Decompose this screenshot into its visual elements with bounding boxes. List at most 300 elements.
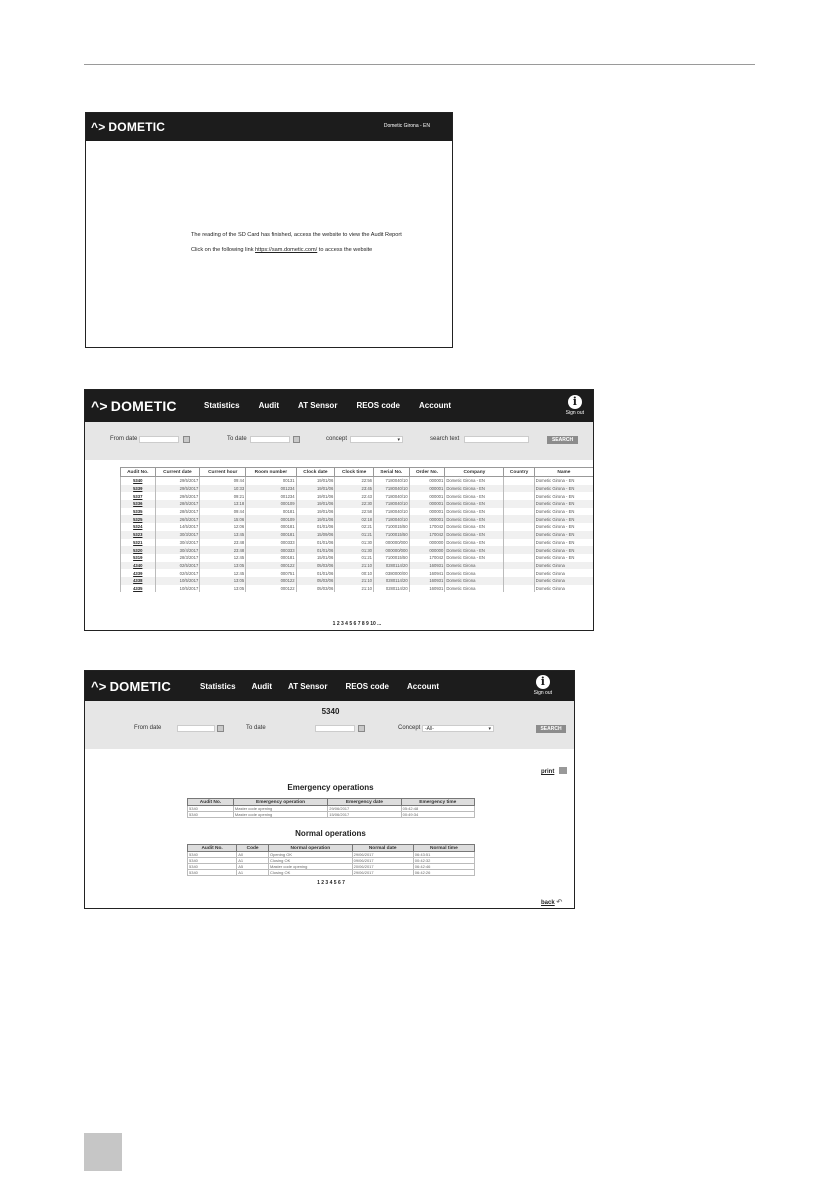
table-cell: 19/01/06 — [296, 515, 335, 523]
table-cell: 29/06/2017 — [352, 852, 413, 858]
table-cell: 0380000/00 — [373, 569, 409, 577]
logo-mark-icon: ^> — [91, 679, 107, 694]
table-cell: Master code opening — [233, 812, 327, 818]
table-row — [121, 531, 594, 539]
table-cell: A0 — [237, 852, 269, 858]
table-cell: 30/4/2017 — [155, 539, 200, 547]
audit-number-link[interactable]: 5319 — [121, 554, 156, 562]
table-cell: 19/01/06 — [296, 477, 335, 485]
table-cell: 02/5/2017 — [155, 569, 200, 577]
audit-number-link[interactable]: 4339 — [121, 569, 156, 577]
table-cell: Dometic Girona — [534, 562, 593, 570]
table-cell: 23:48 — [200, 546, 246, 554]
table-cell: 23:48 — [200, 539, 246, 547]
table-cell: 13:05 — [200, 577, 246, 585]
table-cell: 15:06 — [200, 515, 246, 523]
audit-number-link[interactable]: 5339 — [121, 485, 156, 493]
table-cell: 02:18 — [335, 515, 374, 523]
table-cell — [504, 492, 534, 500]
table-cell: 28/5/2017 — [155, 500, 200, 508]
table-cell: 22:30 — [335, 500, 374, 508]
pagination[interactable]: 1 2 3 4 5 6 7 8 9 10 ... — [332, 621, 382, 627]
table-cell: 15/06/2017 — [328, 812, 401, 818]
table-cell: 09:21 — [200, 492, 246, 500]
table-cell: 00131 — [246, 477, 296, 485]
table-row — [121, 485, 594, 493]
audit-number-link[interactable]: 5340 — [121, 477, 156, 485]
filter-bar — [85, 422, 593, 460]
message-text-end: to access the website — [317, 247, 373, 253]
column-header: Country — [504, 468, 534, 477]
table-cell: 7180040/10 — [373, 508, 409, 516]
table-cell: 06:42:46 — [413, 864, 474, 870]
from-date-label: From date — [110, 436, 138, 442]
concept-select[interactable] — [350, 436, 403, 443]
table-cell: Dometic Girona - EN — [534, 546, 593, 554]
table-cell: 22:56 — [335, 477, 374, 485]
table-cell: 30/4/2017 — [155, 546, 200, 554]
table-cell: 000001 — [409, 485, 445, 493]
table-cell — [504, 554, 534, 562]
table-cell: 5340 — [188, 870, 237, 876]
table-cell: 09:44 — [200, 477, 246, 485]
table-row — [121, 546, 594, 554]
table-cell: Dometic Girona — [445, 569, 504, 577]
table-cell: 160931 — [409, 585, 445, 593]
from-date-input[interactable] — [177, 725, 215, 732]
header-rule — [84, 64, 755, 65]
table-cell: Master code opening — [233, 806, 327, 812]
audit-number-link[interactable]: 5335 — [121, 508, 156, 516]
column-header: Serial No. — [373, 468, 409, 477]
nav-audit[interactable]: Audit — [251, 682, 273, 691]
pagination[interactable]: 1 2 3 4 5 6 7 — [317, 880, 345, 886]
audit-table — [120, 467, 594, 592]
table-cell — [504, 485, 534, 493]
table-cell: 001234 — [246, 492, 296, 500]
column-header: Name — [534, 468, 593, 477]
table-cell: 00:10 — [335, 569, 374, 577]
table-cell — [504, 546, 534, 554]
table-cell: 06:42:26 — [413, 870, 474, 876]
table-cell: 000000 — [409, 539, 445, 547]
calendar-icon[interactable] — [358, 725, 365, 732]
table-cell: 000181 — [246, 523, 296, 531]
sign-out-label: Sign out — [565, 410, 584, 416]
search-button[interactable]: SEARCH — [547, 436, 578, 444]
table-cell: 29/5/2017 — [155, 492, 200, 500]
table-cell: 19/01/06 — [296, 485, 335, 493]
column-header: Current hour — [200, 468, 246, 477]
table-cell: Dometic Girona - EN — [445, 515, 504, 523]
audit-number-link[interactable]: 4338 — [121, 577, 156, 585]
table-cell: Dometic Girona — [445, 585, 504, 593]
table-cell: Closing OK — [269, 870, 353, 876]
table-cell: 000751 — [246, 569, 296, 577]
nav-at-sensor[interactable]: AT Sensor — [298, 401, 338, 410]
audit-number-link[interactable]: 5325 — [121, 515, 156, 523]
table-cell — [504, 515, 534, 523]
table-cell: 19/01/06 — [296, 492, 335, 500]
column-header: Normal time — [413, 845, 474, 852]
table-cell: Dometic Girona - EN — [534, 515, 593, 523]
table-cell: A5 — [237, 864, 269, 870]
page-number-box — [84, 1133, 122, 1171]
nav-statistics[interactable]: Statistics — [200, 682, 236, 691]
table-cell — [504, 500, 534, 508]
table-cell: 5340 — [188, 864, 237, 870]
sign-out-label: Sign out — [533, 690, 552, 696]
table-cell: Dometic Girona - EN — [534, 508, 593, 516]
column-header: Room number — [246, 468, 296, 477]
table-row — [121, 562, 594, 570]
table-cell: 02/5/2017 — [155, 562, 200, 570]
table-cell: 06:43:51 — [413, 852, 474, 858]
message-text: Click on the following link — [191, 247, 256, 253]
table-cell: Dometic Girona - EN — [534, 485, 593, 493]
table-cell — [504, 531, 534, 539]
calendar-icon[interactable] — [217, 725, 224, 732]
table-cell: 28/3/2017 — [155, 554, 200, 562]
column-header: Company — [445, 468, 504, 477]
table-cell: 05/03/06 — [296, 562, 335, 570]
table-cell: 01/01/06 — [296, 523, 335, 531]
back-arrow-icon: ↶ — [556, 899, 563, 906]
column-header: Emergency time — [401, 799, 474, 806]
audit-number-link[interactable]: 5323 — [121, 531, 156, 539]
column-header: Clock time — [335, 468, 374, 477]
info-icon: i — [568, 395, 582, 409]
printer-icon — [559, 767, 567, 774]
audit-number-title: 5340 — [321, 707, 340, 716]
table-cell — [504, 477, 534, 485]
search-text-label: search text — [430, 436, 460, 442]
table-cell: 5340 — [188, 806, 234, 812]
table-cell: 01/01/06 — [296, 539, 335, 547]
table-cell: Dometic Girona - EN — [445, 531, 504, 539]
table-cell: 000181 — [246, 554, 296, 562]
table-row — [121, 508, 594, 516]
table-cell: 29/5/2017 — [155, 477, 200, 485]
table-cell: A1 — [237, 858, 269, 864]
table-cell: 10:33 — [200, 485, 246, 493]
table-cell: 000001 — [409, 500, 445, 508]
filter-bar — [85, 701, 574, 749]
table-cell: Dometic Girona — [534, 569, 593, 577]
table-cell: 10/5/2017 — [155, 577, 200, 585]
audit-number-link[interactable]: 5337 — [121, 492, 156, 500]
table-cell: Dometic Girona - EN — [445, 508, 504, 516]
table-cell: 29/06/2017 — [352, 870, 413, 876]
table-cell: Dometic Girona - EN — [445, 477, 504, 485]
table-cell: 01:30 — [335, 539, 374, 547]
table-cell: 21:10 — [335, 577, 374, 585]
concept-value: -All- — [425, 726, 434, 732]
table-cell: 160931 — [409, 562, 445, 570]
table-cell: 000109 — [246, 515, 296, 523]
table-cell: 05/03/06 — [296, 585, 335, 593]
table-row — [121, 492, 594, 500]
table-cell: 10/5/2017 — [155, 585, 200, 593]
dometic-logo[interactable] — [91, 398, 177, 414]
table-cell: 000001 — [409, 508, 445, 516]
calendar-icon[interactable] — [183, 436, 190, 443]
to-date-input[interactable] — [315, 725, 355, 732]
table-cell — [504, 585, 534, 593]
table-cell: 170042 — [409, 523, 445, 531]
audit-number-link[interactable]: 5336 — [121, 500, 156, 508]
table-cell: Dometic Girona - EN — [445, 492, 504, 500]
table-cell: Dometic Girona - EN — [534, 531, 593, 539]
table-cell: Dometic Girona - EN — [534, 523, 593, 531]
logo-text: DOMETIC — [108, 120, 166, 134]
chevron-down-icon: ▾ — [397, 437, 400, 443]
normal-table — [187, 844, 475, 876]
table-cell: 7100015/50 — [373, 531, 409, 539]
table-cell: Dometic Girona - EN — [445, 500, 504, 508]
nav-account[interactable]: Account — [407, 682, 440, 691]
logo-text: DOMETIC — [109, 679, 171, 694]
table-cell: A1 — [237, 870, 269, 876]
from-date-input[interactable] — [139, 436, 179, 443]
audit-number-link[interactable]: 5320 — [121, 546, 156, 554]
table-row — [121, 523, 594, 531]
column-header: Clock date — [296, 468, 335, 477]
column-header: Emergency date — [328, 799, 401, 806]
table-cell: 01/01/06 — [296, 546, 335, 554]
table-cell: 000109 — [246, 500, 296, 508]
table-cell: Opening OK — [269, 852, 353, 858]
table-cell: 26/5/2017 — [155, 515, 200, 523]
table-row — [121, 585, 594, 593]
table-cell: 00:49:34 — [401, 812, 474, 818]
message-line-2 — [191, 247, 372, 253]
table-cell: 29/06/2017 — [328, 806, 401, 812]
table-cell: 19/01/06 — [296, 500, 335, 508]
table-cell: 22:58 — [335, 508, 374, 516]
table-cell: 12:45 — [200, 554, 246, 562]
column-header: Audit No. — [188, 845, 237, 852]
table-cell: 000000/000 — [373, 546, 409, 554]
audit-number-link[interactable]: 4340 — [121, 562, 156, 570]
main-nav — [200, 682, 439, 691]
table-cell: 0280114/20 — [373, 562, 409, 570]
table-cell: Closing OK — [269, 858, 353, 864]
app-header — [86, 113, 452, 141]
table-cell: Dometic Girona - EN — [445, 554, 504, 562]
table-cell — [504, 508, 534, 516]
from-date-label: From date — [134, 725, 162, 731]
nav-at-sensor[interactable]: AT Sensor — [288, 682, 328, 691]
table-row — [121, 577, 594, 585]
table-cell: Dometic Girona — [534, 577, 593, 585]
table-row — [188, 812, 475, 818]
table-cell: 01:30 — [335, 546, 374, 554]
table-cell — [504, 562, 534, 570]
sign-out-button[interactable] — [534, 675, 552, 696]
table-cell: 160931 — [409, 577, 445, 585]
table-cell: Dometic Girona — [445, 577, 504, 585]
table-cell: 20/06/2017 — [352, 864, 413, 870]
column-header: Emergency operation — [233, 799, 327, 806]
column-header: Normal date — [352, 845, 413, 852]
table-cell: Dometic Girona - EN — [534, 492, 593, 500]
table-cell: 05/03/06 — [296, 577, 335, 585]
table-cell: 000333 — [246, 546, 296, 554]
table-cell: Dometic Girona - EN — [534, 477, 593, 485]
column-header: Audit No. — [188, 799, 234, 806]
table-cell: 160941 — [409, 569, 445, 577]
search-button[interactable]: SEARCH — [536, 725, 566, 733]
table-cell: 7180040/10 — [373, 500, 409, 508]
column-header: Normal operation — [269, 845, 353, 852]
nav-reos-code[interactable]: REOS code — [345, 682, 390, 691]
table-cell: 01/01/06 — [296, 569, 335, 577]
search-input[interactable] — [464, 436, 529, 443]
table-cell: Dometic Girona - EN — [534, 554, 593, 562]
column-header: Order No. — [409, 468, 445, 477]
normal-operations-title: Normal operations — [295, 829, 366, 838]
table-cell: 7100015/50 — [373, 554, 409, 562]
table-cell: 7180040/10 — [373, 515, 409, 523]
audit-detail-screen — [84, 670, 575, 909]
table-cell: 12:45 — [200, 569, 246, 577]
column-header: Current date — [155, 468, 200, 477]
table-cell: 7180040/10 — [373, 485, 409, 493]
audit-number-link[interactable]: 4335 — [121, 585, 156, 593]
table-cell: 5340 — [188, 852, 237, 858]
nav-account[interactable]: Account — [419, 401, 452, 410]
table-row — [121, 515, 594, 523]
table-row — [121, 477, 594, 485]
table-cell: Dometic Girona - EN — [445, 539, 504, 547]
table-cell: 13:18 — [200, 500, 246, 508]
audit-list-screen — [84, 389, 594, 631]
audit-number-link[interactable]: 5321 — [121, 539, 156, 547]
chevron-down-icon: ▾ — [488, 726, 491, 732]
table-cell: 0280114/20 — [373, 585, 409, 593]
to-date-label: To date — [227, 436, 247, 442]
table-row — [121, 539, 594, 547]
table-cell: 000122 — [246, 562, 296, 570]
table-cell: Dometic Girona — [534, 585, 593, 593]
website-link[interactable]: https://sam.dometic.com/ — [255, 247, 318, 253]
concept-label: concept — [326, 436, 348, 442]
logo-mark-icon: ^> — [91, 120, 106, 134]
page-title: Dometic Girona - EN — [383, 123, 430, 129]
app-header — [85, 390, 593, 422]
table-cell: 000333 — [246, 539, 296, 547]
table-cell: Dometic Girona - EN — [445, 485, 504, 493]
table-cell: 000001 — [409, 515, 445, 523]
table-cell: Dometic Girona - EN — [445, 546, 504, 554]
table-cell: 19/01/06 — [296, 508, 335, 516]
table-cell: 000122 — [246, 585, 296, 593]
logo-mark-icon: ^> — [91, 398, 108, 414]
nav-reos-code[interactable]: REOS code — [356, 401, 401, 410]
table-cell: 09/06/2017 — [352, 858, 413, 864]
table-cell — [504, 569, 534, 577]
back-label: back — [541, 900, 555, 906]
print-label: print — [541, 769, 555, 775]
table-cell: 05:42:48 — [401, 806, 474, 812]
audit-number-link[interactable]: 5324 — [121, 523, 156, 531]
concept-select[interactable] — [422, 725, 494, 732]
table-cell: 000000 — [409, 546, 445, 554]
table-cell: 170042 — [409, 531, 445, 539]
table-cell — [504, 577, 534, 585]
table-cell: 21:10 — [335, 562, 374, 570]
table-cell: 00:42:32 — [413, 858, 474, 864]
sign-out-button[interactable] — [566, 395, 584, 416]
nav-statistics[interactable]: Statistics — [204, 401, 240, 410]
table-cell: 30/3/2017 — [155, 531, 200, 539]
table-cell — [504, 539, 534, 547]
column-header: Code — [237, 845, 269, 852]
table-cell: 01:21 — [335, 554, 374, 562]
print-link[interactable] — [541, 767, 567, 775]
table-cell: 22:43 — [335, 492, 374, 500]
app-header — [85, 671, 574, 701]
table-row — [188, 870, 475, 876]
table-cell: 7100015/50 — [373, 523, 409, 531]
table-cell: 00181 — [246, 508, 296, 516]
table-cell: 15/01/06 — [296, 554, 335, 562]
table-cell: 000001 — [409, 477, 445, 485]
info-icon: i — [536, 675, 550, 689]
table-row — [121, 500, 594, 508]
table-cell: 5340 — [188, 812, 234, 818]
column-header: Audit No. — [121, 468, 156, 477]
nav-audit[interactable]: Audit — [258, 401, 280, 410]
logo-text: DOMETIC — [110, 398, 177, 414]
table-cell: 001234 — [246, 485, 296, 493]
table-cell: 12:06 — [200, 523, 246, 531]
emergency-operations-title: Emergency operations — [287, 783, 374, 792]
table-cell: 000181 — [246, 531, 296, 539]
table-cell: Dometic Girona - EN — [534, 500, 593, 508]
table-cell: 01:21 — [335, 531, 374, 539]
table-cell: 28/5/2017 — [155, 508, 200, 516]
table-cell: 09:44 — [200, 508, 246, 516]
back-link[interactable] — [541, 898, 562, 906]
table-cell: 7180040/10 — [373, 477, 409, 485]
table-cell: Dometic Girona - EN — [534, 539, 593, 547]
table-row — [121, 569, 594, 577]
table-row — [121, 554, 594, 562]
table-cell: 29/5/2017 — [155, 485, 200, 493]
calendar-icon[interactable] — [293, 436, 300, 443]
table-cell: 13:05 — [200, 585, 246, 593]
table-cell: 21:10 — [335, 585, 374, 593]
table-cell: 23:45 — [335, 485, 374, 493]
table-cell: Dometic Girona - EN — [445, 523, 504, 531]
to-date-input[interactable] — [250, 436, 290, 443]
dometic-logo[interactable] — [91, 679, 171, 694]
table-cell: Master code opening — [269, 864, 353, 870]
table-cell: 0280114/20 — [373, 577, 409, 585]
table-cell — [504, 523, 534, 531]
emergency-table — [187, 798, 475, 818]
dometic-logo[interactable] — [91, 120, 165, 134]
table-cell: 5340 — [188, 858, 237, 864]
table-cell: 13:45 — [200, 531, 246, 539]
table-cell: 15/09/06 — [296, 531, 335, 539]
table-cell: Dometic Girona — [445, 562, 504, 570]
table-cell: 14/5/2017 — [155, 523, 200, 531]
sd-card-screen — [85, 112, 453, 348]
table-cell: 02:21 — [335, 523, 374, 531]
